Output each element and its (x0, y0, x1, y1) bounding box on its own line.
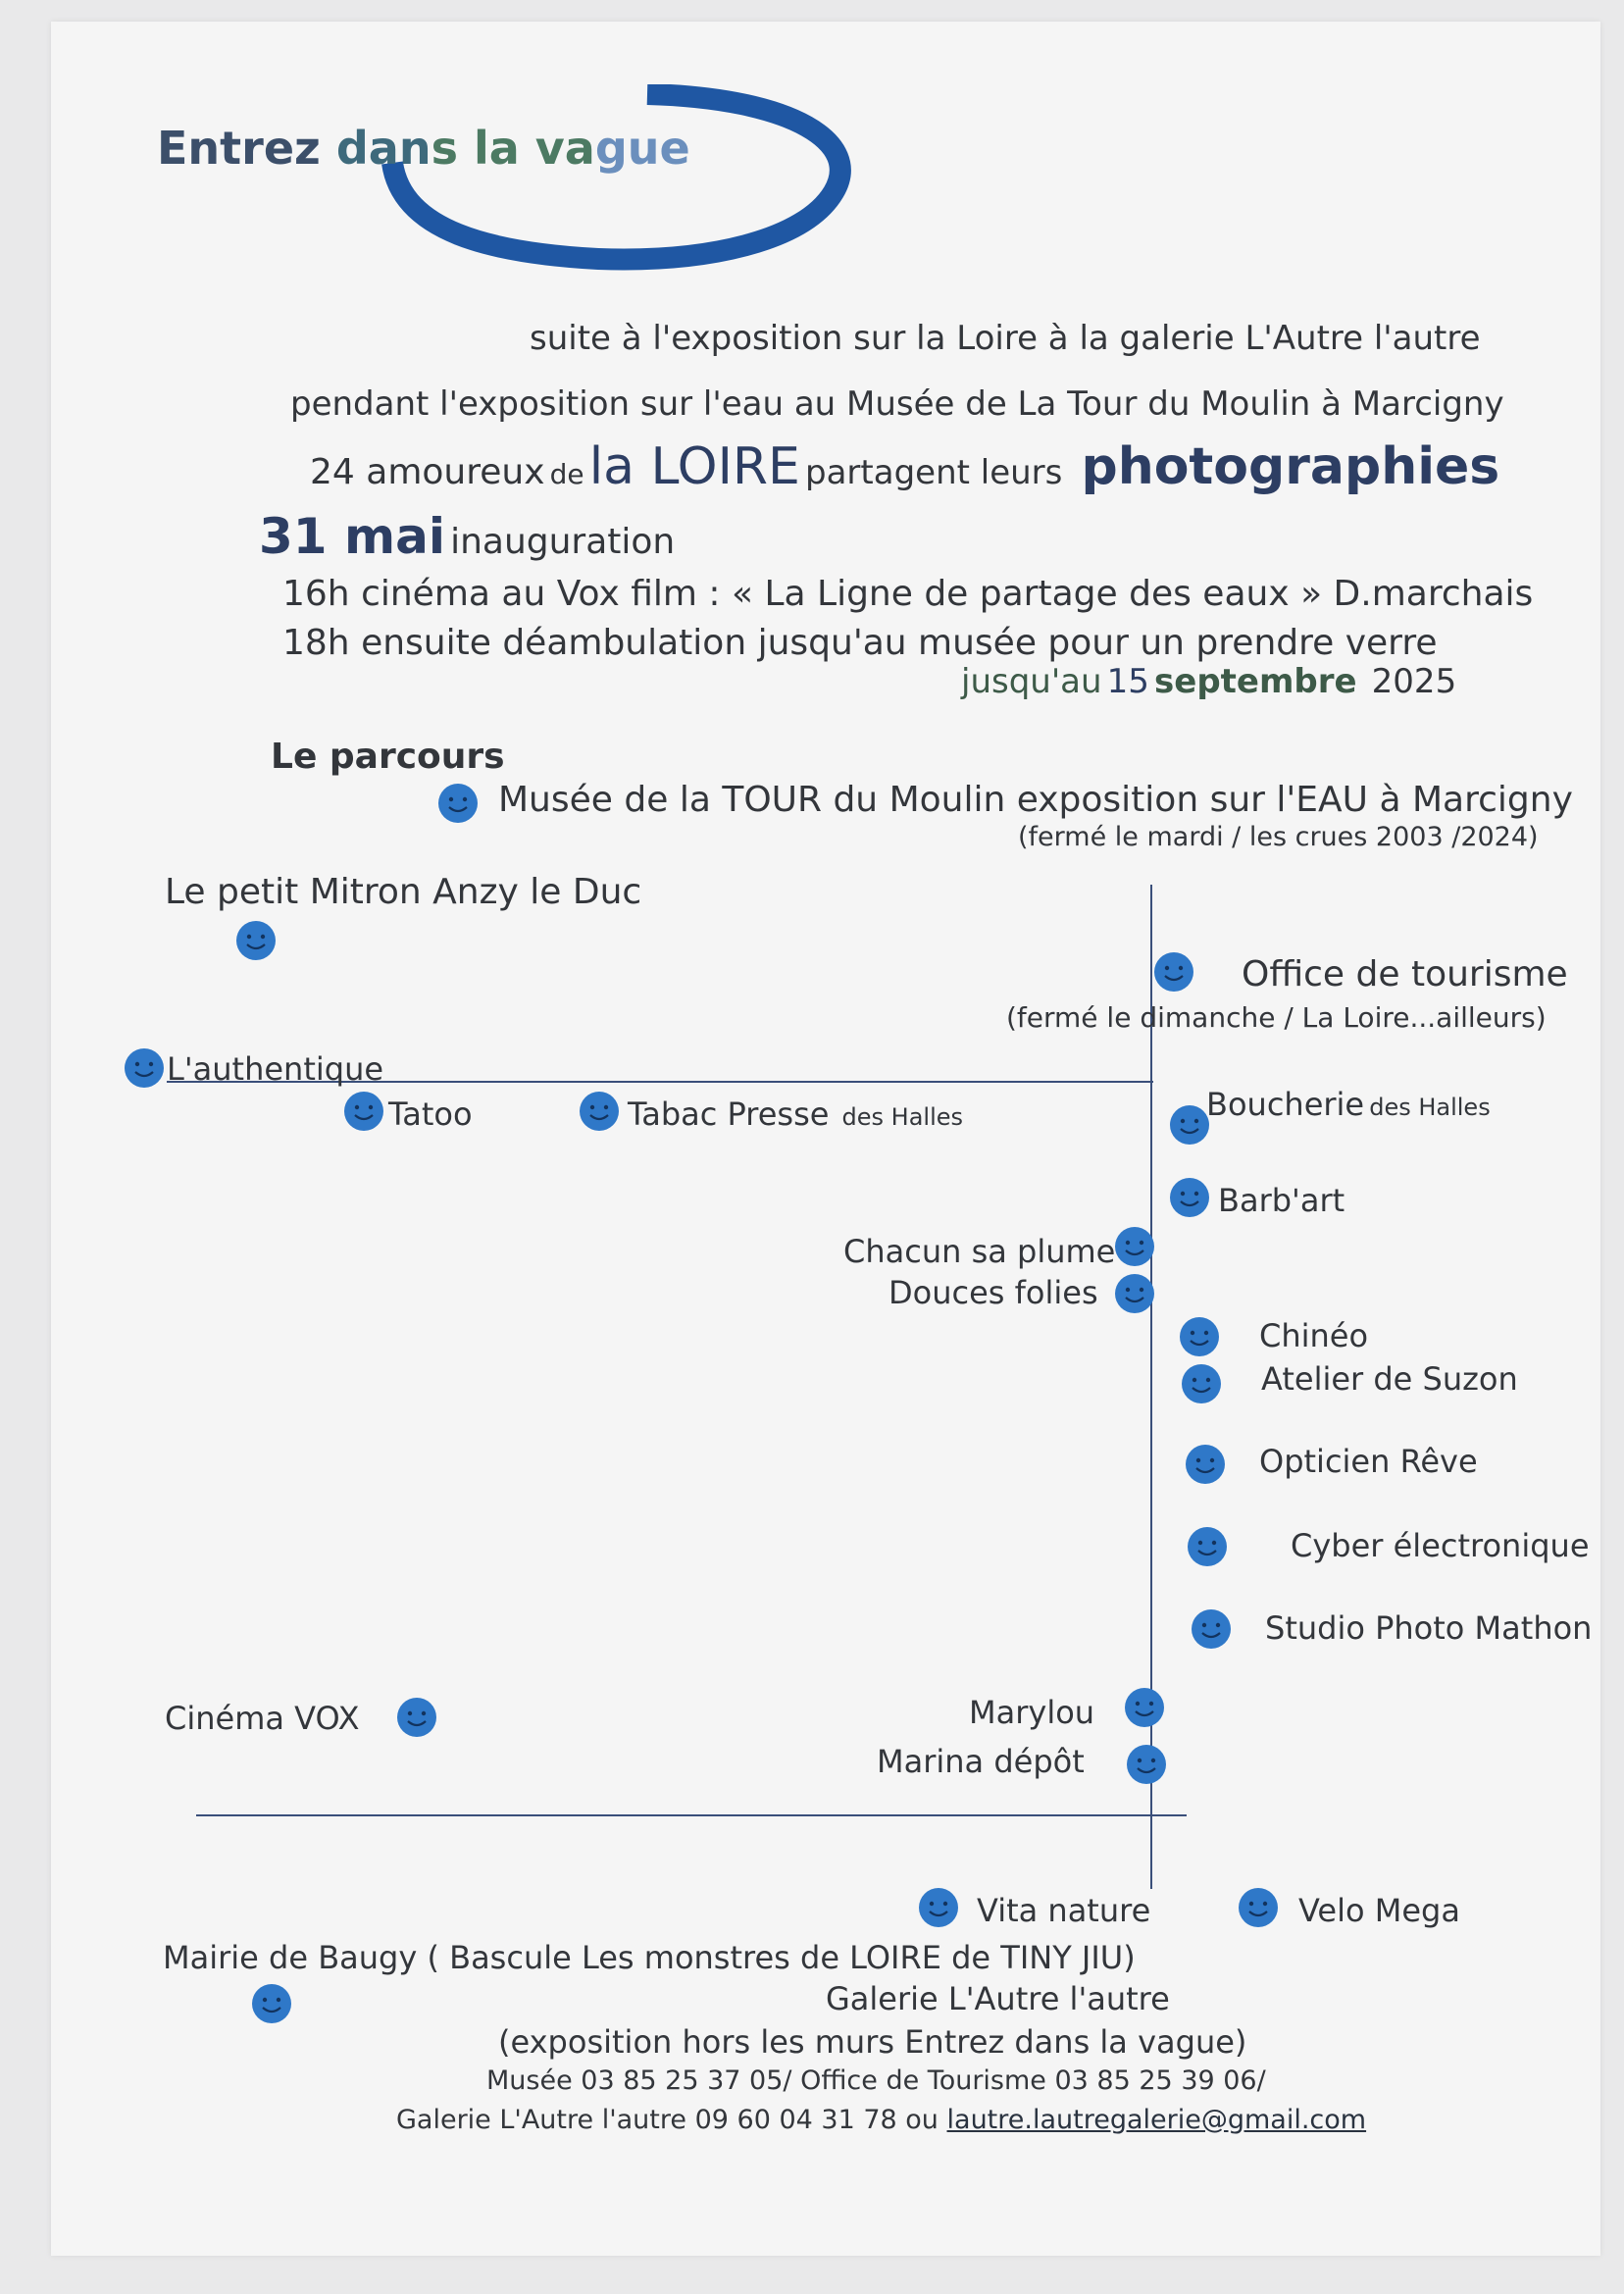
intro-partagent: partagent leurs (805, 453, 1063, 492)
footer-phones: Musée 03 85 25 37 05/ Office de Tourisme 03 85 25 39 06/ (486, 2065, 1266, 2096)
intro-line-3 (310, 437, 1500, 496)
smiley-icon (1114, 1226, 1155, 1267)
title-part: s (431, 122, 458, 175)
stop-tabac-name: Tabac Presse (628, 1096, 830, 1133)
stop-tatoo: Tatoo (388, 1096, 473, 1133)
smiley-icon (918, 1887, 959, 1928)
event-date-line (259, 508, 676, 565)
smiley-icon (579, 1091, 620, 1132)
smiley-icon (1169, 1104, 1210, 1146)
until-month: septembre (1154, 662, 1357, 701)
smiley-icon (1179, 1316, 1220, 1357)
intro-line-1: suite à l'exposition sur la Loire à la galerie L'Autre l'autre (530, 319, 1481, 358)
smiley-icon (396, 1697, 437, 1738)
wave-swoosh-logo (373, 84, 863, 271)
until-jusquau: jusqu'au (961, 662, 1102, 701)
event-label: inauguration (450, 522, 676, 562)
street-line-lower (196, 1814, 1187, 1816)
stop-chineo: Chinéo (1259, 1317, 1369, 1354)
smiley-icon (1191, 1608, 1232, 1650)
footer-galerie-phone (396, 2107, 1366, 2133)
intro-line-2: pendant l'exposition sur l'eau au Musée de La Tour du Moulin à Marcigny (290, 384, 1504, 424)
stop-tabac-small: des Halles (841, 1103, 964, 1131)
smiley-icon (1153, 951, 1194, 993)
smiley-icon (1126, 1744, 1167, 1785)
title-part: la va (457, 122, 595, 175)
page-title (157, 122, 690, 175)
intro-loire: la LOIRE (588, 437, 800, 496)
smiley-icon (1185, 1444, 1226, 1485)
until-year: 2025 (1371, 662, 1457, 701)
stop-authentique: L'authentique (167, 1050, 384, 1088)
stop-cyber: Cyber électronique (1291, 1527, 1590, 1564)
event-line-1: 16h cinéma au Vox film : « La Ligne de partage des eaux » D.marchais (282, 574, 1534, 614)
footer-galerie-phone-text: Galerie L'Autre l'autre 09 60 04 31 78 ou (396, 2105, 939, 2135)
intro-de: de (549, 458, 584, 490)
stop-studio: Studio Photo Mathon (1265, 1609, 1593, 1647)
stop-opticien: Opticien Rêve (1259, 1443, 1478, 1480)
smiley-icon (1238, 1887, 1279, 1928)
stop-tabac (628, 1096, 964, 1133)
smiley-icon (1187, 1526, 1228, 1567)
stop-boucherie-small: des Halles (1369, 1094, 1491, 1121)
stop-boucherie (1206, 1086, 1491, 1123)
stop-mitron: Le petit Mitron Anzy le Duc (165, 872, 642, 912)
title-part: Entrez (157, 122, 336, 175)
title-part: n (398, 122, 431, 175)
stop-musee: Musée de la TOUR du Moulin exposition sur l'EAU à Marcigny (498, 780, 1573, 820)
title-part: gue (594, 122, 690, 175)
intro-amoureux: 24 amoureux (310, 452, 545, 492)
smiley-icon (1114, 1273, 1155, 1314)
stop-office: Office de tourisme (1242, 954, 1568, 994)
email-link[interactable]: lautre.lautregalerie@gmail.com (946, 2105, 1367, 2135)
smiley-icon (437, 783, 479, 824)
stop-marina: Marina dépôt (877, 1743, 1085, 1780)
title-part: da (335, 122, 399, 175)
intro-photographies: photographies (1081, 437, 1500, 496)
smiley-icon (1181, 1363, 1222, 1404)
stop-boucherie-name: Boucherie (1206, 1086, 1365, 1123)
stop-musee-note: (fermé le mardi / les crues 2003 /2024) (1018, 822, 1539, 852)
smiley-icon (235, 920, 277, 961)
smiley-icon (1124, 1687, 1165, 1728)
stop-mairie: Mairie de Baugy ( Bascule Les monstres de LOIRE de TINY JIU) (163, 1939, 1136, 1976)
stop-office-note: (fermé le dimanche / La Loire...ailleurs) (1006, 1001, 1547, 1034)
street-line-vertical-main (1150, 885, 1152, 1889)
parcours-heading: Le parcours (271, 737, 505, 777)
stop-cinema: Cinéma VOX (165, 1700, 360, 1737)
smiley-icon (251, 1983, 292, 2024)
stop-suzon: Atelier de Suzon (1261, 1360, 1518, 1398)
footer-expo: (exposition hors les murs Entrez dans la vague) (498, 2023, 1247, 2061)
smiley-icon (124, 1047, 165, 1089)
event-date: 31 mai (259, 508, 445, 565)
event-line-2: 18h ensuite déambulation jusqu'au musée pour un prendre verre (282, 623, 1438, 663)
smiley-icon (1169, 1177, 1210, 1218)
stop-vita: Vita nature (977, 1892, 1151, 1929)
until-day: 15 (1106, 662, 1149, 701)
stop-barbart: Barb'art (1218, 1182, 1345, 1219)
stop-velo: Velo Mega (1298, 1892, 1460, 1929)
stop-douces: Douces folies (888, 1274, 1098, 1311)
stop-marylou: Marylou (969, 1694, 1095, 1731)
event-until (961, 662, 1457, 701)
smiley-icon (343, 1091, 384, 1132)
footer-galerie: Galerie L'Autre l'autre (826, 1980, 1170, 2017)
stop-chacun: Chacun sa plume (843, 1233, 1116, 1270)
